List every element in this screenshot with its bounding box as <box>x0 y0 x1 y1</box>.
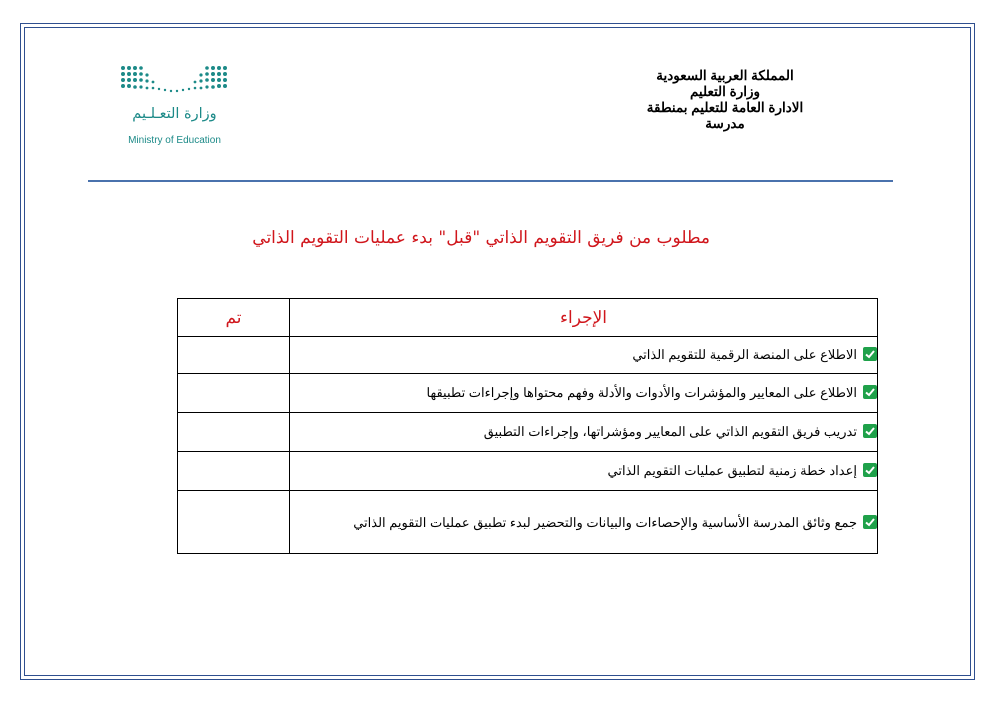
checkbox-checked-icon[interactable] <box>863 515 877 529</box>
action-cell <box>290 452 878 491</box>
checkbox-checked-icon[interactable] <box>863 424 877 438</box>
action-cell <box>290 413 878 452</box>
header-action: الإجراء <box>290 299 878 337</box>
logo-arabic-text: وزارة التعـلـيم <box>132 106 217 122</box>
action-text: إعداد خطة زمنية لتطبيق عمليات التقويم الذاتي <box>607 463 857 478</box>
actions-table <box>177 298 878 554</box>
done-cell[interactable] <box>178 452 290 491</box>
header-line-kingdom: المملكة العربية السعودية <box>656 68 794 83</box>
action-text: الاطلاع على المنصة الرقمية للتقويم الذاتي <box>632 347 857 362</box>
action-text: تدريب فريق التقويم الذاتي على المعايير ومؤشراتها، وإجراءات التطبيق <box>483 424 857 439</box>
done-cell[interactable] <box>178 374 290 413</box>
ministry-header <box>605 68 845 132</box>
action-cell <box>290 374 878 413</box>
action-cell <box>290 491 878 554</box>
action-cell <box>290 337 878 374</box>
action-text: الاطلاع على المعايير والمؤشرات والأدوات والأدلة وفهم محتواها وإجراءات تطبيقها <box>426 385 857 400</box>
done-cell[interactable] <box>178 491 290 554</box>
page-title: مطلوب من فريق التقويم الذاتي "قبل" بدء عمليات التقويم الذاتي <box>252 228 710 248</box>
header-line-school: مدرسة <box>705 116 745 131</box>
checkbox-checked-icon[interactable] <box>863 385 877 399</box>
table-row <box>178 374 878 413</box>
table-row <box>178 337 878 374</box>
table-row <box>178 452 878 491</box>
header-line-ministry: وزارة التعليم <box>689 84 761 99</box>
action-text: جمع وثائق المدرسة الأساسية والإحصاءات والبيانات والتحضير لبدء تطبيق عمليات التقويم الذاتي <box>353 515 857 530</box>
checkbox-checked-icon[interactable] <box>863 347 877 361</box>
header-divider <box>88 180 893 182</box>
table-header-row <box>178 299 878 337</box>
logo-dots-icon <box>117 62 232 98</box>
header-line-directorate: الادارة العامة للتعليم بمنطقة <box>646 100 804 115</box>
done-cell[interactable] <box>178 413 290 452</box>
table-row <box>178 413 878 452</box>
done-cell[interactable] <box>178 337 290 374</box>
logo-english-text: Ministry of Education <box>128 135 221 146</box>
checkbox-checked-icon[interactable] <box>863 463 877 477</box>
ministry-logo <box>117 62 232 152</box>
header-done: تم <box>178 299 290 337</box>
table-row <box>178 491 878 554</box>
